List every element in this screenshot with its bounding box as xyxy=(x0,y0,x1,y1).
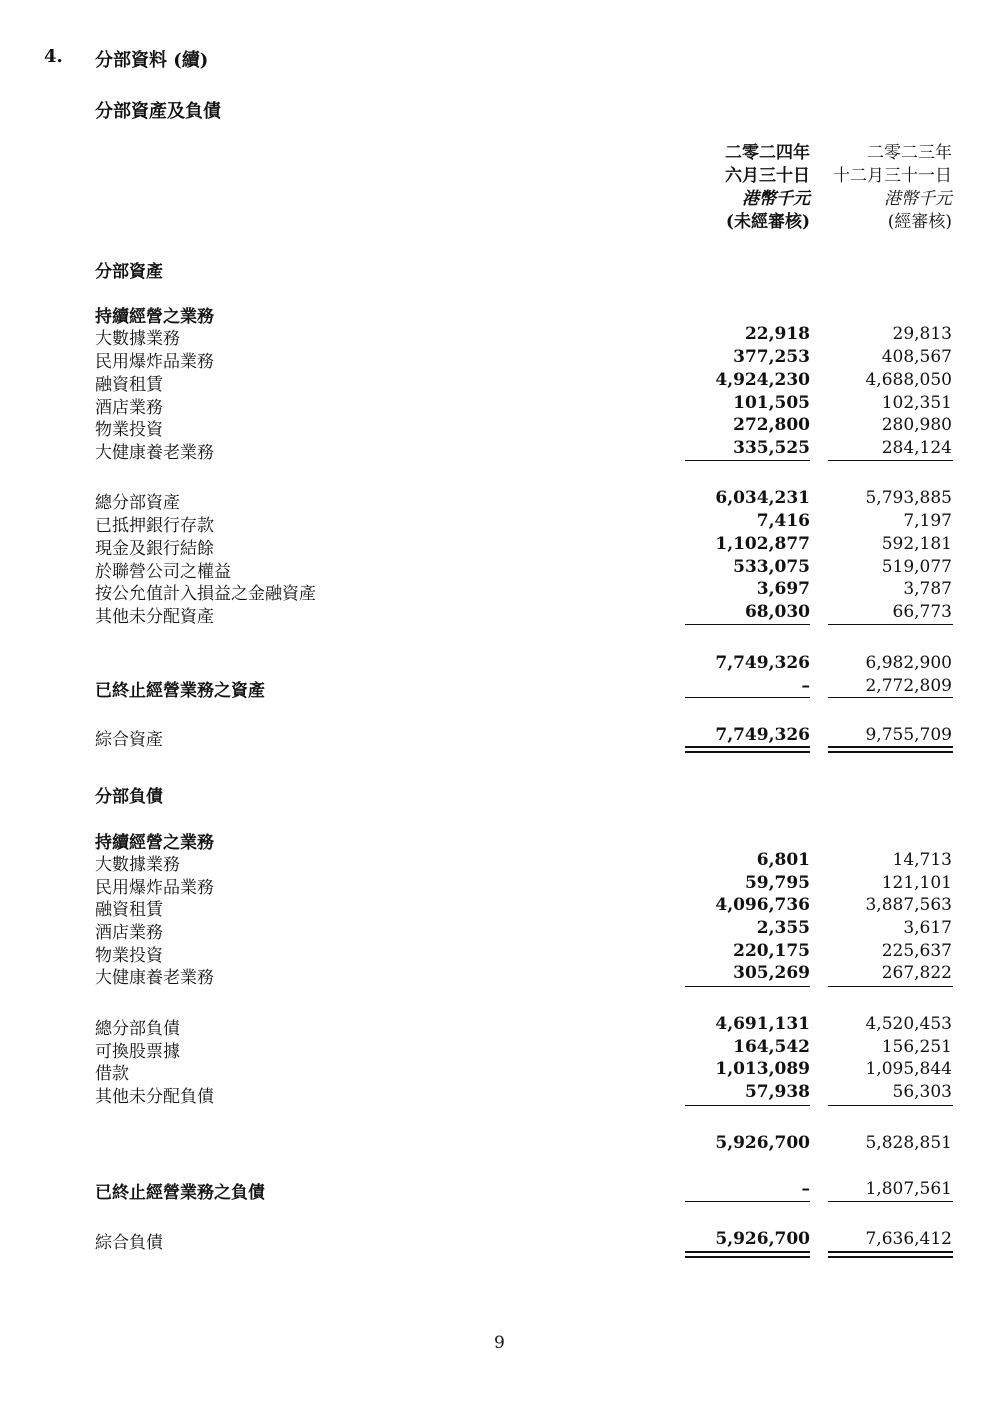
value-current: 533,075 xyxy=(733,557,810,577)
total-current: 5,926,700 xyxy=(715,1229,810,1249)
value-prior: 225,637 xyxy=(881,941,952,961)
subtotal-rule xyxy=(828,1105,953,1106)
value-prior: 4,688,050 xyxy=(865,370,952,390)
subtotal-rule xyxy=(685,624,810,625)
column-date-line1: 二零二三年 xyxy=(867,143,952,163)
value-prior: 280,980 xyxy=(881,415,952,435)
table-row-label: 大數據業務 xyxy=(95,329,180,349)
value-current: – xyxy=(801,1179,810,1199)
value-current: – xyxy=(801,676,810,696)
value-prior: 14,713 xyxy=(892,850,952,870)
value-prior: 519,077 xyxy=(881,557,952,577)
assets-heading: 分部資產 xyxy=(95,262,163,282)
value-current: 22,918 xyxy=(744,324,810,344)
value-prior: 1,095,844 xyxy=(865,1059,952,1079)
subtotal-prior: 6,982,900 xyxy=(865,653,952,673)
subtotal-rule xyxy=(685,697,810,698)
table-row-label: 借款 xyxy=(95,1064,129,1084)
subtotal-rule xyxy=(828,986,953,987)
table-row-label: 大健康養老業務 xyxy=(95,443,214,463)
total-prior: 9,755,709 xyxy=(865,725,952,745)
value-prior: 121,101 xyxy=(881,873,952,893)
value-current: 1,102,877 xyxy=(715,534,810,554)
page-number: 9 xyxy=(494,1333,505,1353)
subtotal-current: 7,749,326 xyxy=(715,653,810,673)
table-row-label: 融資租賃 xyxy=(95,375,163,395)
table-row-label: 其他未分配資產 xyxy=(95,607,214,627)
table-row-label: 總分部負債 xyxy=(95,1019,180,1039)
table-row-label: 酒店業務 xyxy=(95,923,163,943)
value-current: 101,505 xyxy=(733,393,810,413)
discontinued-label: 已終止經營業務之資產 xyxy=(95,681,265,701)
subtotal-rule xyxy=(685,986,810,987)
assets-continuing-heading: 持續經營之業務 xyxy=(95,307,214,327)
table-row-label: 其他未分配負債 xyxy=(95,1087,214,1107)
table-row-label: 大數據業務 xyxy=(95,855,180,875)
table-row-label: 按公允值計入損益之金融資產 xyxy=(95,584,316,604)
column-currency: 港幣千元 xyxy=(742,189,810,209)
table-row-label: 民用爆炸品業務 xyxy=(95,352,214,372)
subtotal-rule xyxy=(828,697,953,698)
value-current: 68,030 xyxy=(744,602,810,622)
value-prior: 66,773 xyxy=(892,602,952,622)
column-date-line2: 六月三十日 xyxy=(725,166,810,186)
value-current: 220,175 xyxy=(733,941,810,961)
column-header-current xyxy=(725,142,810,234)
value-current: 7,416 xyxy=(756,511,810,531)
subtotal-prior: 5,828,851 xyxy=(865,1133,952,1153)
subtotal-rule xyxy=(828,460,953,461)
section-number: 4. xyxy=(44,46,63,67)
total-prior: 7,636,412 xyxy=(865,1229,952,1249)
value-current: 6,801 xyxy=(756,850,810,870)
column-currency: 港幣千元 xyxy=(884,189,952,209)
total-double-rule xyxy=(828,1251,953,1258)
value-prior: 156,251 xyxy=(881,1037,952,1057)
liabilities-heading: 分部負債 xyxy=(95,787,163,807)
value-current: 59,795 xyxy=(744,873,810,893)
total-label: 綜合資產 xyxy=(95,730,163,750)
value-prior: 3,887,563 xyxy=(865,895,952,915)
subtotal-rule xyxy=(828,624,953,625)
total-current: 7,749,326 xyxy=(715,725,810,745)
table-row-label: 可換股票據 xyxy=(95,1042,180,1062)
value-prior: 7,197 xyxy=(903,511,952,531)
value-current: 4,096,736 xyxy=(715,895,810,915)
column-date-line1: 二零二四年 xyxy=(725,143,810,163)
table-row-label: 總分部資產 xyxy=(95,493,180,513)
value-current: 164,542 xyxy=(733,1037,810,1057)
discontinued-label: 已終止經營業務之負債 xyxy=(95,1183,265,1203)
section-subtitle: 分部資產及負債 xyxy=(95,101,221,122)
value-prior: 29,813 xyxy=(892,324,952,344)
value-current: 57,938 xyxy=(744,1082,810,1102)
value-prior: 408,567 xyxy=(881,347,952,367)
value-current: 2,355 xyxy=(756,918,810,938)
table-row-label: 物業投資 xyxy=(95,946,163,966)
value-current: 6,034,231 xyxy=(715,488,810,508)
value-prior: 284,124 xyxy=(881,438,952,458)
value-prior: 56,303 xyxy=(892,1082,952,1102)
value-prior: 3,787 xyxy=(903,579,952,599)
value-current: 1,013,089 xyxy=(715,1059,810,1079)
table-row-label: 酒店業務 xyxy=(95,398,163,418)
value-current: 4,691,131 xyxy=(715,1014,810,1034)
value-current: 335,525 xyxy=(733,438,810,458)
value-current: 4,924,230 xyxy=(715,370,810,390)
value-prior: 3,617 xyxy=(903,918,952,938)
value-current: 3,697 xyxy=(756,579,810,599)
value-current: 272,800 xyxy=(733,415,810,435)
table-row-label: 於聯營公司之權益 xyxy=(95,562,231,582)
section-title: 分部資料 (續) xyxy=(95,50,209,71)
value-prior: 267,822 xyxy=(881,963,952,983)
value-current: 377,253 xyxy=(733,347,810,367)
subtotal-current: 5,926,700 xyxy=(715,1133,810,1153)
column-header-prior xyxy=(833,142,952,234)
total-double-rule xyxy=(828,746,953,753)
value-current: 305,269 xyxy=(733,963,810,983)
subtotal-rule xyxy=(685,460,810,461)
column-audit-status: (經審核) xyxy=(887,212,952,232)
subtotal-rule xyxy=(685,1105,810,1106)
subtotal-rule xyxy=(685,1201,810,1202)
total-double-rule xyxy=(685,746,810,753)
value-prior: 592,181 xyxy=(881,534,952,554)
table-row-label: 現金及銀行結餘 xyxy=(95,539,214,559)
table-row-label: 大健康養老業務 xyxy=(95,968,214,988)
table-row-label: 民用爆炸品業務 xyxy=(95,878,214,898)
value-prior: 1,807,561 xyxy=(865,1179,952,1199)
value-prior: 4,520,453 xyxy=(865,1014,952,1034)
table-row-label: 融資租賃 xyxy=(95,900,163,920)
table-row-label: 物業投資 xyxy=(95,420,163,440)
column-audit-status: (未經審核) xyxy=(725,212,810,232)
value-prior: 2,772,809 xyxy=(865,676,952,696)
table-row-label: 已抵押銀行存款 xyxy=(95,516,214,536)
column-date-line2: 十二月三十一日 xyxy=(833,166,952,186)
subtotal-rule xyxy=(828,1201,953,1202)
value-prior: 5,793,885 xyxy=(865,488,952,508)
total-label: 綜合負債 xyxy=(95,1233,163,1253)
liabilities-continuing-heading: 持續經營之業務 xyxy=(95,833,214,853)
value-prior: 102,351 xyxy=(881,393,952,413)
total-double-rule xyxy=(685,1251,810,1258)
